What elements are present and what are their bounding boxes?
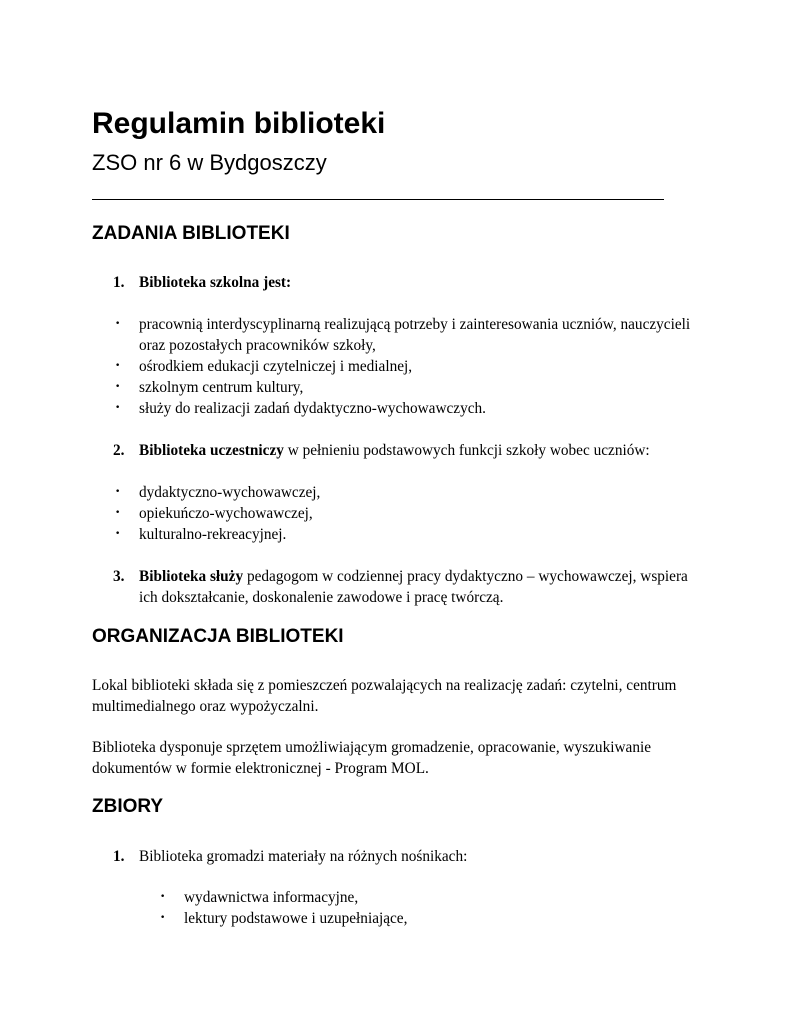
bullet-item-continuation: oraz pozostałych pracowników szkoły, bbox=[139, 337, 376, 354]
bullet-icon: • bbox=[115, 508, 121, 518]
bullet-item: dydaktyczno-wychowawczej, bbox=[139, 484, 321, 501]
list-number: 2. bbox=[113, 442, 125, 459]
section-heading-zbiory: ZBIORY bbox=[92, 796, 164, 817]
document-subtitle: ZSO nr 6 w Bydgoszczy bbox=[92, 150, 327, 175]
paragraph-line: Biblioteka dysponuje sprzętem umożliwiającym gromadzenie, opracowanie, wyszukiwanie bbox=[92, 739, 652, 756]
list-number: 1. bbox=[113, 274, 125, 291]
bullet-icon: • bbox=[115, 319, 121, 329]
paragraph-line: dokumentów w formie elektronicznej - Program MOL. bbox=[92, 760, 429, 777]
bullet-item: kulturalno-rekreacyjnej. bbox=[139, 526, 287, 543]
bullet-item: pracownią interdyscyplinarną realizującą potrzeby i zainteresowania uczniów, nauczycieli bbox=[139, 316, 691, 333]
bullet-item: służy do realizacji zadań dydaktyczno-wychowawczych. bbox=[139, 400, 486, 417]
bullet-item: ośrodkiem edukacji czytelniczej i medialnej, bbox=[139, 358, 413, 375]
list-item-continuation: ich dokształcanie, doskonalenie zawodowe i pracę twórczą. bbox=[139, 589, 504, 606]
list-item-rest: pedagogom w codziennej pracy dydaktyczno – wychowawczej, wspiera bbox=[243, 568, 688, 585]
section-heading-organizacja: ORGANIZACJA BIBLIOTEKI bbox=[92, 626, 344, 647]
bullet-icon: • bbox=[115, 529, 121, 539]
list-number: 3. bbox=[113, 568, 125, 585]
bullet-icon: • bbox=[115, 403, 121, 413]
list-item-bold: Biblioteka służy bbox=[139, 568, 244, 585]
list-item-bold: Biblioteka uczestniczy bbox=[139, 442, 284, 459]
bullet-icon: • bbox=[115, 382, 121, 392]
document-title: Regulamin biblioteki bbox=[92, 107, 386, 140]
list-item-text bbox=[139, 440, 650, 461]
bullet-item: lektury podstawowe i uzupełniające, bbox=[184, 910, 408, 927]
paragraph-line: multimedialnego oraz wypożyczalni. bbox=[92, 698, 319, 715]
bullet-item: wydawnictwa informacyjne, bbox=[184, 889, 359, 906]
list-item-text: Biblioteka gromadzi materiały na różnych nośnikach: bbox=[139, 848, 468, 865]
bullet-icon: • bbox=[160, 892, 166, 902]
list-number: 1. bbox=[113, 848, 125, 865]
section-heading-zadania: ZADANIA BIBLIOTEKI bbox=[92, 223, 290, 244]
list-item-text bbox=[139, 566, 688, 587]
bullet-icon: • bbox=[160, 913, 166, 923]
title-underline bbox=[92, 199, 664, 200]
list-item-rest: w pełnieniu podstawowych funkcji szkoły wobec uczniów: bbox=[283, 442, 650, 459]
bullet-icon: • bbox=[115, 487, 121, 497]
bullet-icon: • bbox=[115, 361, 121, 371]
paragraph-line: Lokal biblioteki składa się z pomieszczeń pozwalających na realizację zadań: czytelni, centrum bbox=[92, 677, 677, 694]
bullet-item: opiekuńczo-wychowawczej, bbox=[139, 505, 313, 522]
bullet-item: szkolnym centrum kultury, bbox=[139, 379, 304, 396]
list-item-text: Biblioteka szkolna jest: bbox=[139, 274, 292, 291]
